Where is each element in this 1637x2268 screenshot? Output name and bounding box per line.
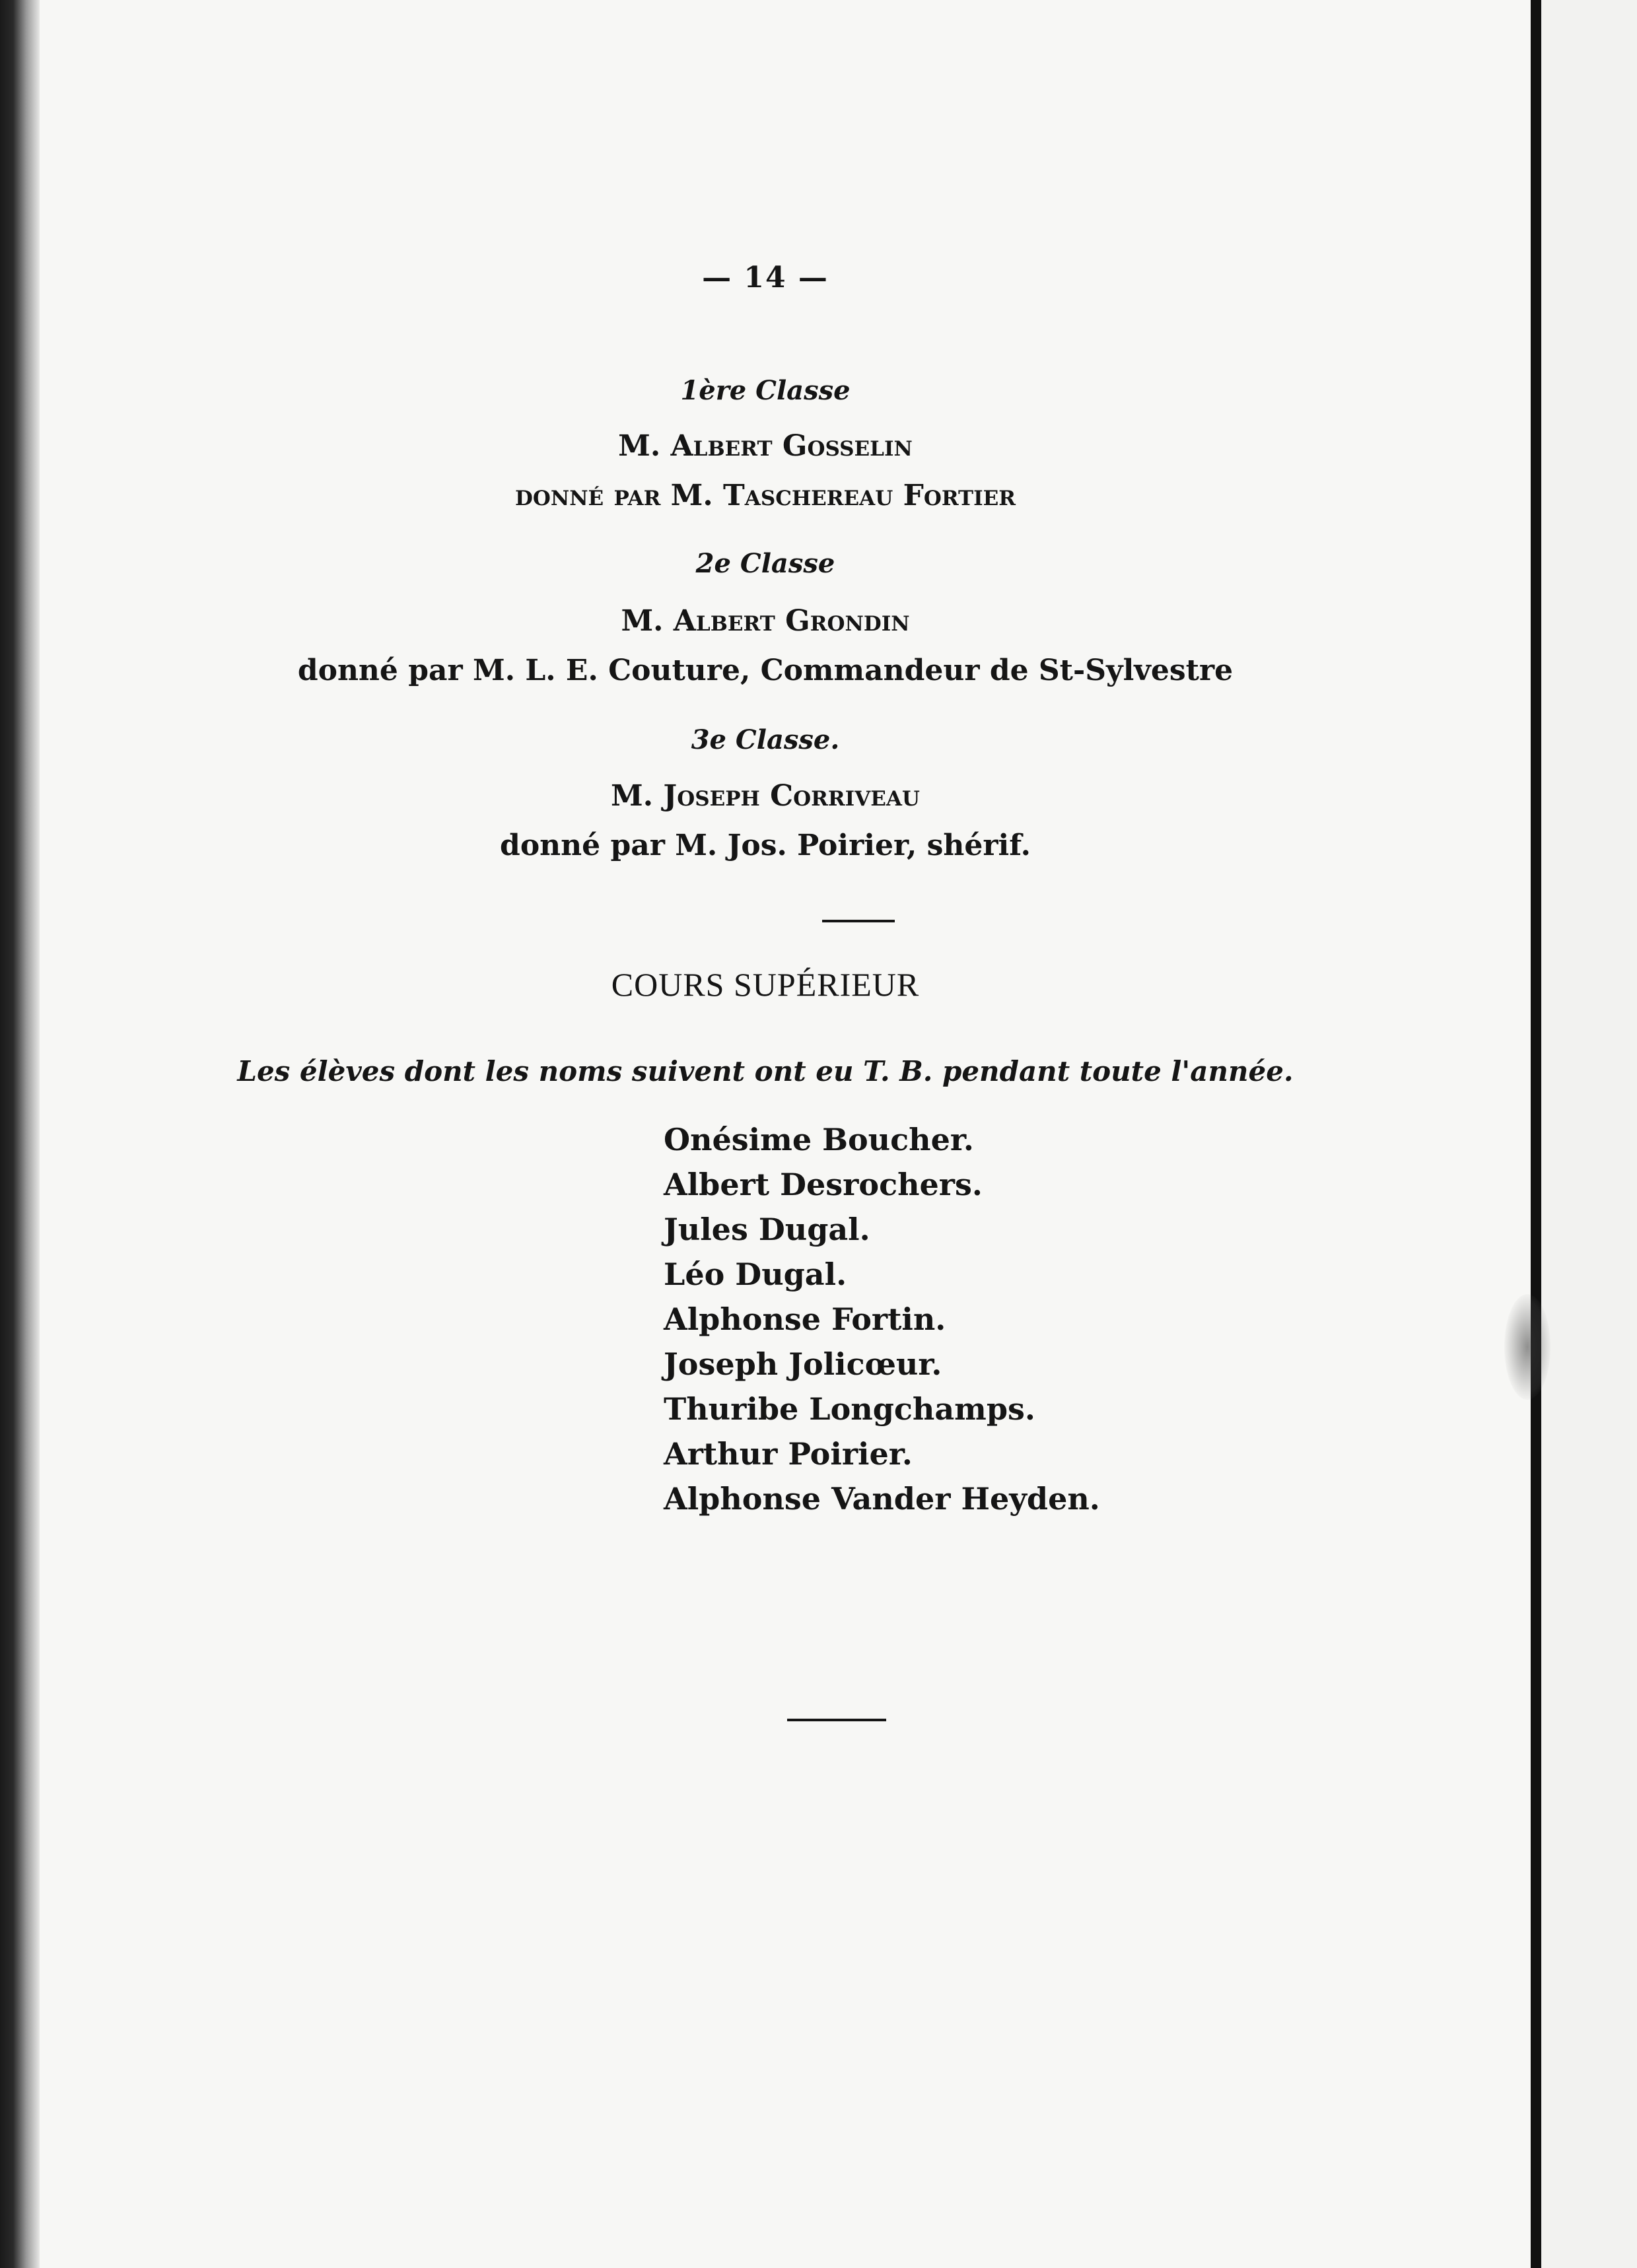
list-item: Arthur Poirier. (664, 1436, 913, 1472)
list-item: Thuribe Longchamps. (664, 1391, 1035, 1427)
scan-page-border (1531, 0, 1541, 2268)
list-item: Alphonse Fortin. (664, 1301, 946, 1337)
award-class-heading: 2e Classe (695, 548, 835, 579)
section-divider (787, 1719, 886, 1721)
section-note: Les élèves dont les noms suivent ont eu T. B. pendant toute l'année. (237, 1055, 1294, 1087)
section-title: COURS SUPÉRIEUR (611, 966, 920, 1003)
award-class-heading: 1ère Classe (680, 375, 851, 406)
award-given-by: donné par M. Taschereau Fortier (514, 479, 1016, 512)
section-divider (822, 920, 895, 922)
list-item: Léo Dugal. (664, 1256, 847, 1292)
list-item: Onésime Boucher. (664, 1122, 974, 1157)
award-recipient: M. Albert Gosselin (618, 429, 913, 463)
award-given-by: donné par M. Jos. Poirier, shérif. (500, 829, 1031, 862)
list-item: Albert Desrochers. (664, 1167, 983, 1202)
award-given-by: donné par M. L. E. Couture, Commandeur de St-Sylvestre (297, 654, 1234, 687)
list-item: Joseph Jolicœur. (664, 1346, 942, 1382)
page-number: — 14 — (702, 261, 829, 294)
award-recipient: M. Albert Grondin (621, 604, 910, 638)
list-item: Alphonse Vander Heyden. (664, 1481, 1100, 1517)
scan-smudge (1504, 1294, 1550, 1400)
award-recipient: M. Joseph Corriveau (611, 779, 920, 813)
scan-right-margin (1541, 0, 1637, 2268)
award-class-heading: 3e Classe. (691, 724, 840, 755)
student-list (664, 1117, 1100, 1521)
scan-binding-edge (0, 0, 40, 2268)
list-item: Jules Dugal. (664, 1212, 870, 1247)
